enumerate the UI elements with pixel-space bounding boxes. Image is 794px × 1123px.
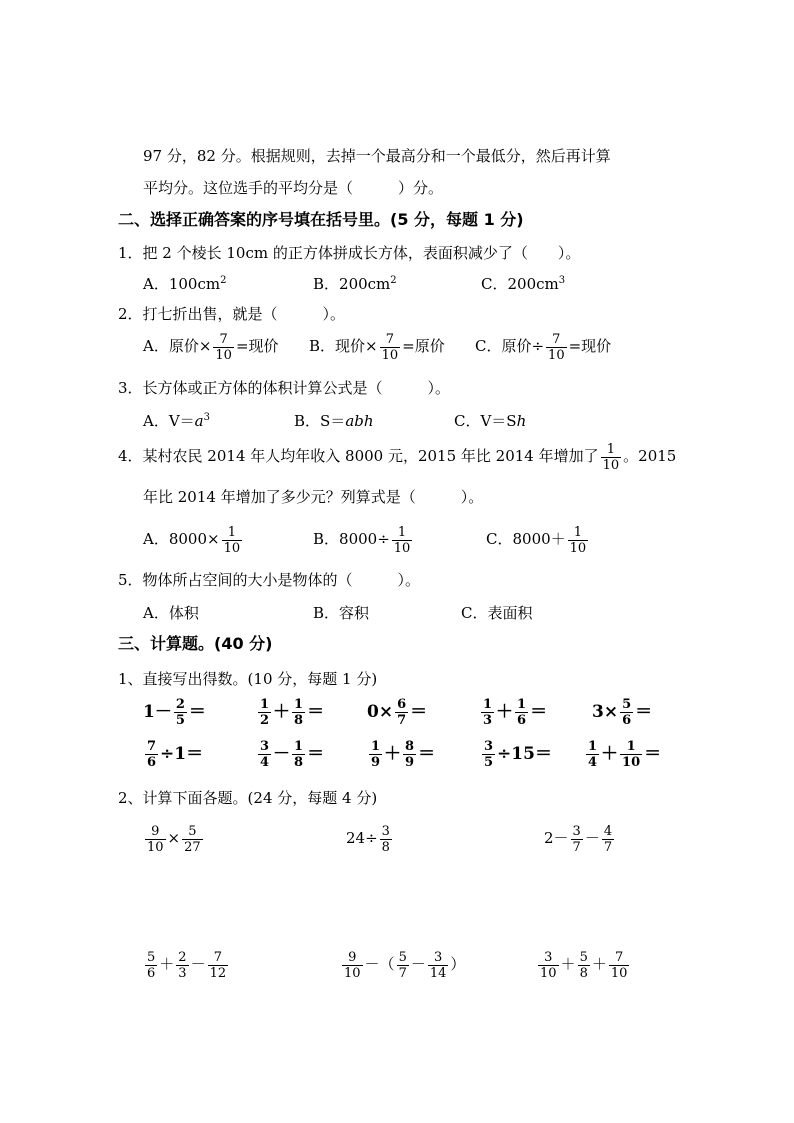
q2-option-a: A．原价× $\frac{7}{10}$ =现价	[143, 331, 279, 363]
fraction: $\frac{1}{9}$	[371, 739, 381, 770]
intro-line-2: 平均分。这位选手的平均分是（ ）分。	[143, 179, 444, 197]
fraction: $\frac{7}{6}$	[147, 739, 157, 770]
fraction: $\frac{1}{4}$	[588, 739, 598, 770]
fraction: $\frac{2}{5}$	[175, 697, 185, 728]
q2-option-c: C．原价÷ $\frac{7}{10}$ =现价	[475, 331, 612, 363]
q1-text: 1．把 2 个棱长 10cm 的正方体拼成长方体，表面积减少了（ ）。	[118, 244, 581, 262]
q3-option-b: B．S＝abh	[294, 412, 374, 430]
fraction: $\frac{1}{10}$	[393, 524, 411, 556]
expr: 1－ $\frac{2}{5}$ ＝	[143, 697, 206, 728]
fraction: $\frac{5}{8}$	[579, 949, 588, 981]
fraction: $\frac{5}{27}$	[184, 823, 201, 855]
fraction: $\frac{7}{12}$	[209, 949, 227, 981]
fraction: $\frac{7}{10}$	[610, 949, 628, 981]
fraction: $\frac{9}{10}$	[147, 823, 164, 855]
fraction: $\frac{5}{6}$	[622, 697, 632, 728]
fraction: $\frac{1}{10}$	[622, 739, 641, 770]
fraction: $\frac{3}{8}$	[381, 823, 390, 855]
q3-text: 3．长方体或正方体的体积计算公式是（ ）。	[118, 379, 451, 397]
fraction: $\frac{9}{10}$	[344, 949, 361, 981]
q5-options	[143, 603, 532, 623]
fraction: $\frac{1}{6}$	[517, 697, 527, 728]
q5-option-c: C．表面积	[461, 604, 533, 622]
fraction: $\frac{7}{10}$	[381, 331, 399, 363]
fraction: $\frac{1}{10}$	[602, 441, 620, 473]
part1-title: 1、直接写出得数。(10 分，每题 1 分)	[118, 670, 378, 688]
fraction: $\frac{7}{10}$	[548, 331, 565, 363]
calc-problem-2: 24÷ $\frac{3}{8}$	[346, 823, 390, 855]
expr: $\frac{3}{4}$ － $\frac{1}{8}$ ＝	[260, 739, 325, 770]
calc-problem-4: $\frac{5}{6}$ ＋ $\frac{2}{3}$ － $\frac{7}{12}$	[147, 949, 227, 981]
fraction: $\frac{1}{10}$	[569, 524, 587, 556]
expr: $\frac{1}{2}$ ＋ $\frac{1}{8}$ ＝	[260, 697, 325, 728]
q3-options	[143, 411, 526, 431]
q3-option-a: A．$V=a^3$	[143, 412, 210, 430]
fraction: $\frac{2}{3}$	[178, 949, 187, 981]
calc-problem-5: $\frac{9}{10}$ －（ $\frac{5}{7}$ － $\frac{3}{14}$ ）	[344, 949, 466, 981]
q3-option-c: C．V＝Sh	[454, 412, 527, 430]
fraction: $\frac{1}{10}$	[223, 524, 241, 556]
q4-option-b: B．8000÷ $\frac{1}{10}$	[313, 524, 411, 556]
mental-math-row-1	[143, 697, 652, 727]
q5-option-b: B．容积	[313, 604, 370, 622]
part2-title: 2、计算下面各题。(24 分，每题 4 分)	[118, 789, 378, 807]
fraction: $\frac{5}{6}$	[147, 949, 156, 981]
q4-line-2: 年比 2014 年增加了多少元？列算式是（ ）。	[143, 488, 484, 506]
calc-problem-3: 2－ $\frac{3}{7}$ － $\frac{4}{7}$	[544, 823, 613, 855]
fraction: $\frac{1}{8}$	[294, 697, 304, 728]
q1-option-c: C．$200cm^3$	[481, 275, 566, 293]
fraction: $\frac{5}{7}$	[398, 949, 407, 981]
fraction: $\frac{3}{10}$	[540, 949, 557, 981]
intro-line-1: 97 分，82 分。根据规则，去掉一个最高分和一个最低分，然后再计算	[143, 147, 611, 165]
fraction: $\frac{1}{8}$	[294, 739, 304, 770]
fraction: $\frac{3}{7}$	[572, 823, 581, 855]
q5-text: 5．物体所占空间的大小是物体的（ ）。	[118, 571, 421, 589]
q4-options	[143, 524, 590, 555]
q1-options	[143, 274, 565, 294]
fraction: $\frac{3}{4}$	[260, 739, 270, 770]
fraction: $\frac{8}{9}$	[405, 739, 415, 770]
mental-math-row-2	[143, 739, 661, 769]
q1-option-a: A．$100cm^2$	[143, 275, 227, 293]
expr: $\frac{3}{5}$ ÷15＝	[484, 739, 552, 770]
fraction: $\frac{7}{10}$	[215, 331, 232, 363]
expr: $\frac{7}{6}$ ÷1＝	[147, 739, 204, 770]
expr: 3× $\frac{5}{6}$ ＝	[592, 697, 653, 728]
fraction: $\frac{1}{2}$	[260, 697, 270, 728]
calc-problem-6: $\frac{3}{10}$ ＋ $\frac{5}{8}$ ＋ $\frac{7}{10}$	[540, 949, 628, 981]
expr: $\frac{1}{9}$ ＋ $\frac{8}{9}$ ＝	[371, 739, 436, 770]
q1-option-b: B．$200cm^2$	[313, 275, 397, 293]
fraction: $\frac{3}{14}$	[429, 949, 447, 981]
expr: 0× $\frac{6}{7}$ ＝	[367, 697, 428, 728]
fraction: $\frac{4}{7}$	[603, 823, 613, 855]
q2-text: 2．打七折出售，就是（ ）。	[118, 305, 346, 323]
q4-option-c: C．8000＋ $\frac{1}{10}$	[486, 524, 587, 556]
fraction: $\frac{1}{3}$	[483, 697, 493, 728]
q4-option-a: A．8000× $\frac{1}{10}$	[143, 524, 241, 556]
expr: $\frac{1}{3}$ ＋ $\frac{1}{6}$ ＝	[483, 697, 548, 728]
q4-text: 4．某村农民 2014 年人均年收入 8000 元，2015 年比 2014 年增加了 $\frac{1}{10}$ 。2015	[118, 441, 677, 473]
expr: $\frac{1}{4}$ ＋ $\frac{1}{10}$ ＝	[588, 739, 662, 770]
fraction: $\frac{6}{7}$	[397, 697, 407, 728]
q2-option-b: B．现价× $\frac{7}{10}$ =原价	[309, 331, 445, 363]
fraction: $\frac{3}{5}$	[484, 739, 494, 770]
q2-options	[143, 331, 611, 362]
section3-heading: 三、计算题。(40 分)	[118, 634, 273, 653]
section2-heading: 二、选择正确答案的序号填在括号里。(5 分，每题 1 分)	[118, 210, 524, 229]
calc-problem-1: $\frac{9}{10}$ × $\frac{5}{27}$	[147, 823, 201, 855]
q5-option-a: A．体积	[143, 604, 199, 622]
